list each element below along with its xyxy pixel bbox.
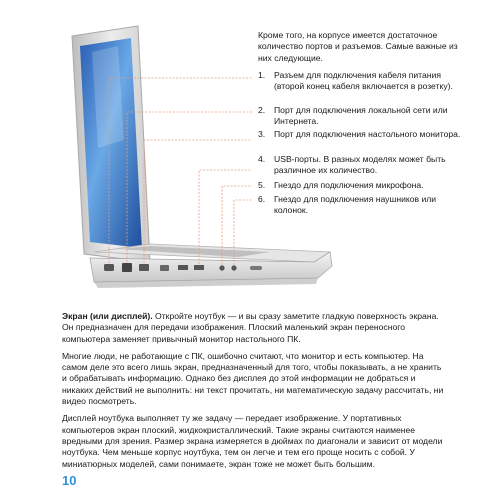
intro-text: Кроме того, на корпусе имеется достаточное количество портов и разъемов. Самые важные из них следующие.	[258, 30, 458, 63]
ethernet-port-icon	[122, 263, 132, 272]
port-number: 5.	[258, 180, 266, 190]
port-item-power	[258, 70, 470, 93]
port-number: 2.	[258, 105, 266, 115]
paragraph-misconception: Многие люди, не работающие с ПК, ошибочно считают, что монитор и есть компьютер. На самом деле это всего лишь экран, предназначенный для того, чтобы показывать, а не хранить и обрабатывать информацию. Однако без дисплея до этой информации не добраться и никаких действий не выполнить: ни текст прочитать, ни математическую задачу рассчитать, ни видео посмотреть.	[62, 350, 444, 407]
slot-icon	[250, 266, 262, 270]
usb-port-1-icon	[178, 265, 188, 270]
power-port-icon	[104, 264, 114, 271]
port-item-network	[258, 105, 470, 128]
page-number: 10	[62, 473, 77, 488]
usb-port-2-icon	[194, 265, 204, 270]
port-description: Порт для подключения настольного монитора.	[274, 129, 461, 139]
paragraph-display	[62, 311, 447, 345]
port-description: Гнездо для подключения наушников или колонок.	[274, 194, 437, 216]
monitor-port-icon	[139, 264, 149, 271]
port-number: 1.	[258, 70, 266, 80]
paragraph-laptop-display: Дисплей ноутбука выполняет ту же задачу — передает изображение. У портативных компьютеров экран плоский, жидкокристаллический. Такие экраны считаются наименее вредными для зрения. Размер экрана измеряется в дюймах по диагонали и зависит от модели ноутбука. Чем меньше корпус ноутбука, тем он легче и тем его проще носить с собой. У миниатюрных моделей, сами понимаете, экран тоже не может быть большим.	[62, 413, 443, 469]
port-description: Гнездо для подключения микрофона.	[274, 180, 424, 190]
port-item-microphone	[258, 180, 470, 191]
headphone-jack-icon	[231, 265, 236, 270]
mic-jack-icon	[219, 265, 224, 270]
body-text	[62, 311, 447, 476]
port-item-monitor	[258, 129, 470, 140]
port-item-usb	[258, 154, 470, 177]
port-number: 4.	[258, 154, 266, 164]
paragraph-display-text: Откройте ноутбук — и вы сразу заметите гладкую поверхность экрана. Он предназначен для передачи изображения. Плоский маленький экран переносного компьютера заменяет привычный монитор настольного ПК.	[62, 311, 439, 344]
port-description: Порт для подключения локальной сети или Интернета.	[274, 105, 448, 127]
firewire-port-icon	[160, 265, 169, 271]
term-display: Экран (или дисплей).	[62, 311, 153, 321]
port-description: USB-порты. В разных моделях может быть различное их количество.	[274, 154, 446, 176]
port-number: 3.	[258, 129, 266, 139]
port-number: 6.	[258, 194, 266, 204]
port-item-headphones	[258, 194, 470, 217]
port-description: Разъем для подключения кабеля питания (второй конец кабеля включается в розетку).	[274, 70, 453, 92]
